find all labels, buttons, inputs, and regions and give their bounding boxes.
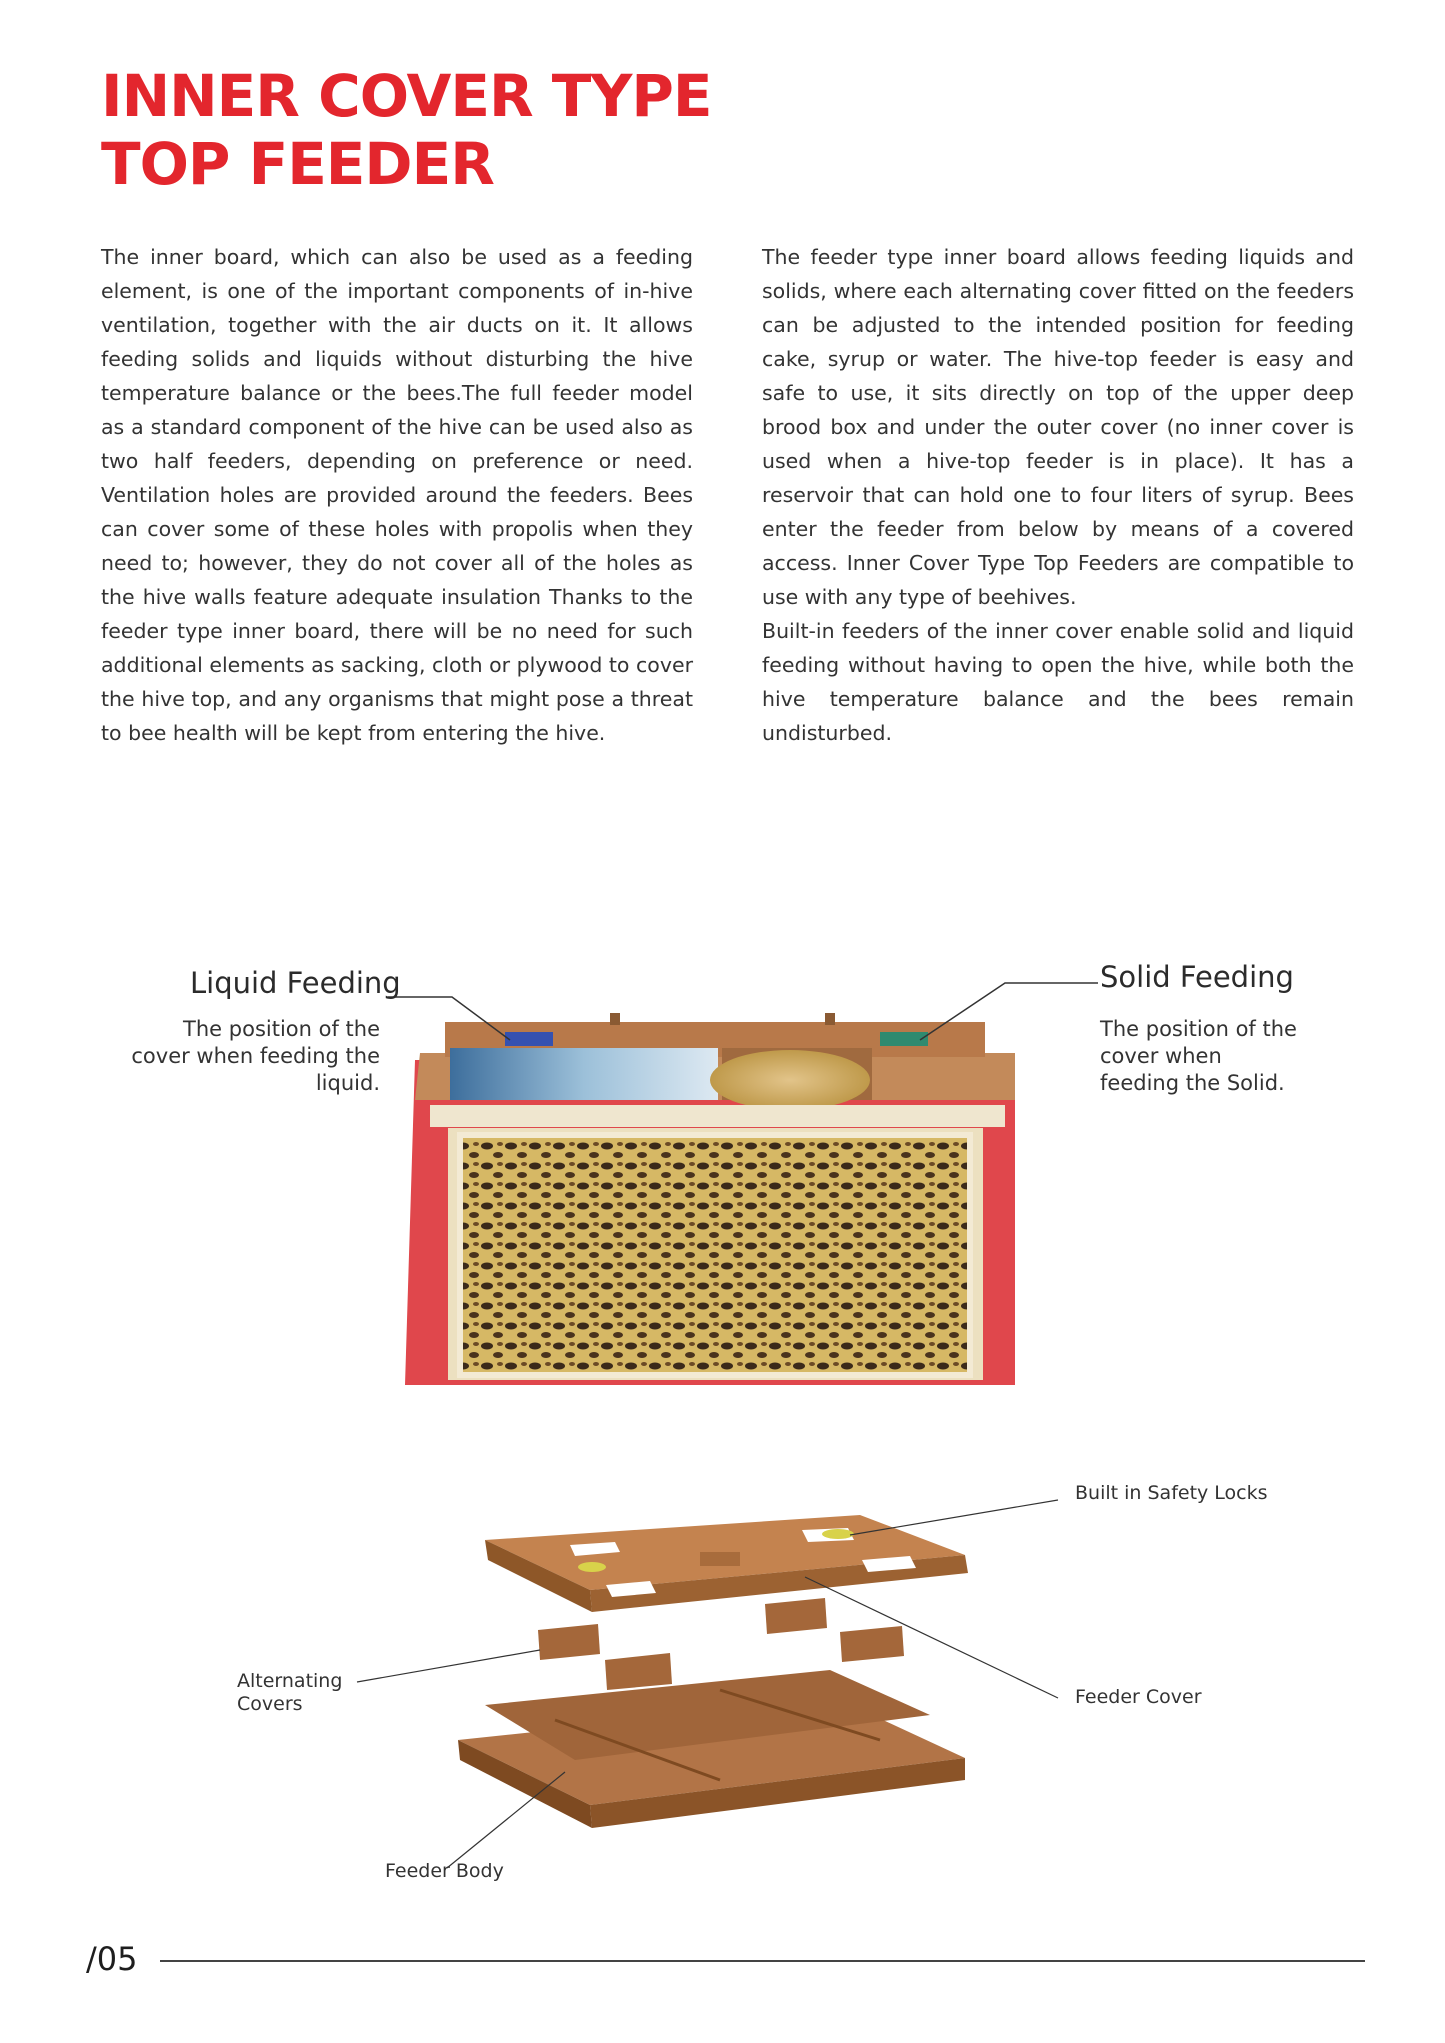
left-paragraph: The inner board, which can also be used as a feeding element, is one of the important components of in-hive ventilation, together with the air ducts on it. It allows feeding solids and liquids without disturbing the hive temperature balance or the bees.The full feeder model as a standard component of the hive can be used also as two half feeders, depending on preference or need. Ventilation holes are provided around the feeders. Bees can cover some of these holes with propolis when they need to; however, they do not cover all of the holes as the hive walls feature adequate insulation Thanks to the feeder type inner board, there will be no need for such additional elements as sacking, cloth or plywood to cover the hive top, and any organisms that might pose a threat to bee health will be kept from entering the hive.	[101, 245, 693, 745]
liquid-feeding-text: The position of the cover when feeding the liquid.	[131, 1017, 380, 1095]
solid-feeding-title: Solid Feeding	[1100, 960, 1294, 994]
solid-feeding-text: The position of the cover when feeding the Solid.	[1100, 1017, 1297, 1095]
right-paragraph-1: The feeder type inner board allows feeding liquids and solids, where each alternating cover fitted on the feeders can be adjusted to the intended position for feeding cake, syrup or water. The hive-top feeder is easy and safe to use, it sits directly on top of the upper deep brood box and under the outer cover (no inner cover is used when a hive-top feeder is in place). It has a reservoir that can hold one to four liters of syrup. Bees enter the feeder from below by means of a covered access. Inner Cover Type Top Feeders are compatible to use with any type of beehives.	[762, 245, 1354, 609]
right-paragraph-2: Built-in feeders of the inner cover enable solid and liquid feeding without having to open the hive, while both the hive temperature balance and the bees remain undisturbed.	[762, 619, 1354, 745]
liquid-feeding-title: Liquid Feeding	[190, 966, 401, 1000]
page-number: /05	[86, 1940, 138, 1978]
alternating-covers-label	[237, 1670, 342, 1716]
alternating-covers-line-2: Covers	[237, 1693, 303, 1715]
exploded-view	[458, 1515, 968, 1828]
alternating-covers-line-1: Alternating	[237, 1670, 343, 1692]
title-line-1: INNER COVER TYPE	[101, 62, 712, 130]
hive-cutaway	[405, 1013, 1015, 1385]
title-line-2: TOP FEEDER	[101, 130, 494, 198]
feeder-cover-label: Feeder Cover	[1075, 1686, 1202, 1708]
footer-rule	[160, 1960, 1365, 1962]
safety-locks-label: Built in Safety Locks	[1075, 1482, 1268, 1504]
feeder-body-label: Feeder Body	[385, 1860, 504, 1882]
